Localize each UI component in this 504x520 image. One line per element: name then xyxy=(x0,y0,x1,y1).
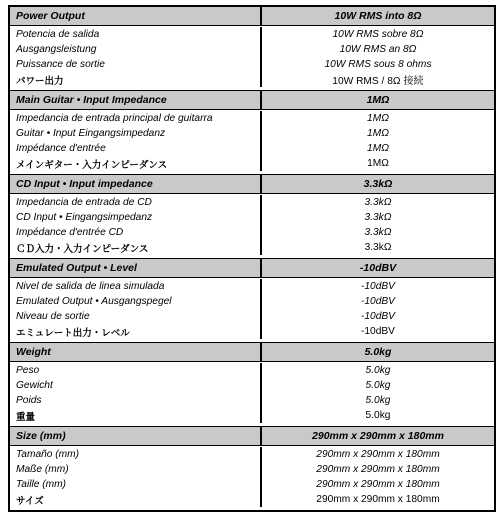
spec-value: 10W RMS sobre 8Ω xyxy=(332,29,424,40)
section-value: -10dBV xyxy=(359,262,397,274)
spec-row xyxy=(10,363,494,378)
section-title: CD Input • Input impedance xyxy=(10,175,262,193)
spec-label: メインギター・入力インピーダンス xyxy=(10,156,262,171)
spec-value: -10dBV xyxy=(361,326,395,337)
spec-label: Ausgangsleistung xyxy=(10,42,262,57)
spec-row xyxy=(10,57,494,72)
spec-label: Taille (mm) xyxy=(10,477,262,492)
spec-row xyxy=(10,27,494,42)
spec-label: Nivel de salida de linea simulada xyxy=(10,279,262,294)
spec-value: 10W RMS sous 8 ohms xyxy=(324,59,432,70)
spec-value: 5.0kg xyxy=(365,380,391,391)
spec-section xyxy=(10,342,494,423)
section-header xyxy=(10,175,494,194)
section-value: 5.0kg xyxy=(364,346,392,358)
spec-row xyxy=(10,141,494,156)
spec-row xyxy=(10,378,494,393)
spec-value: 1MΩ xyxy=(367,113,389,124)
spec-row xyxy=(10,195,494,210)
spec-label: サイズ xyxy=(10,492,262,507)
spec-value: 290mm x 290mm x 180mm xyxy=(316,464,440,475)
section-value: 290mm x 290mm x 180mm xyxy=(312,430,444,442)
spec-row xyxy=(10,111,494,126)
spec-value: 1MΩ xyxy=(367,158,389,169)
spec-value: 5.0kg xyxy=(365,410,391,421)
spec-value: 10W RMS an 8Ω xyxy=(339,44,417,55)
spec-value: 3.3kΩ xyxy=(364,212,392,223)
section-value: 3.3kΩ xyxy=(363,178,393,190)
spec-label: Tamaño (mm) xyxy=(10,447,262,462)
spec-value: 3.3kΩ xyxy=(364,242,392,253)
section-title: Power Output xyxy=(10,7,262,25)
spec-label: Impédance d'entrée xyxy=(10,141,262,156)
spec-section xyxy=(10,7,494,87)
section-title: Size (mm) xyxy=(10,427,262,445)
section-title: Emulated Output • Level xyxy=(10,259,262,277)
spec-row xyxy=(10,72,494,87)
spec-label: Gewicht xyxy=(10,378,262,393)
spec-row xyxy=(10,240,494,255)
spec-row xyxy=(10,492,494,507)
spec-label: ＣＤ入力・入力インピーダンス xyxy=(10,240,262,255)
spec-section xyxy=(10,258,494,339)
spec-section xyxy=(10,90,494,171)
spec-label: パワー出力 xyxy=(10,72,262,87)
section-header xyxy=(10,343,494,362)
spec-value: 5.0kg xyxy=(365,395,391,406)
section-value: 1MΩ xyxy=(366,94,390,106)
spec-row xyxy=(10,309,494,324)
spec-label: エミュレート出力・レベル xyxy=(10,324,262,339)
spec-label: Maße (mm) xyxy=(10,462,262,477)
spec-label: Potencia de salida xyxy=(10,27,262,42)
spec-row xyxy=(10,225,494,240)
spec-value: -10dBV xyxy=(361,296,395,307)
spec-row xyxy=(10,126,494,141)
spec-row xyxy=(10,279,494,294)
spec-label: Impédance d'entrée CD xyxy=(10,225,262,240)
spec-row xyxy=(10,393,494,408)
spec-label: 重量 xyxy=(10,408,262,423)
spec-row xyxy=(10,324,494,339)
spec-value: 1MΩ xyxy=(367,143,389,154)
spec-label: Impedancia de entrada de CD xyxy=(10,195,262,210)
spec-section xyxy=(10,174,494,255)
spec-value: 3.3kΩ xyxy=(364,197,392,208)
section-title: Main Guitar • Input Impedance xyxy=(10,91,262,109)
spec-label: Puissance de sortie xyxy=(10,57,262,72)
spec-row xyxy=(10,210,494,225)
spec-row xyxy=(10,447,494,462)
spec-row xyxy=(10,462,494,477)
spec-label: Impedancia de entrada principal de guitarra xyxy=(10,111,262,126)
spec-value: 5.0kg xyxy=(365,365,391,376)
spec-row xyxy=(10,294,494,309)
spec-section xyxy=(10,426,494,507)
spec-value: 290mm x 290mm x 180mm xyxy=(316,479,440,490)
section-header xyxy=(10,7,494,26)
spec-value: 3.3kΩ xyxy=(364,227,392,238)
spec-label: CD Input • Eingangsimpedanz xyxy=(10,210,262,225)
spec-label: Emulated Output • Ausgangspegel xyxy=(10,294,262,309)
section-header xyxy=(10,91,494,110)
section-value: 10W RMS into 8Ω xyxy=(334,10,422,22)
spec-row xyxy=(10,408,494,423)
spec-value: 1MΩ xyxy=(367,128,389,139)
section-header xyxy=(10,427,494,446)
spec-label: Guitar • Input Eingangsimpedanz xyxy=(10,126,262,141)
spec-value: -10dBV xyxy=(361,281,395,292)
spec-table xyxy=(8,5,496,512)
spec-label: Niveau de sortie xyxy=(10,309,262,324)
spec-value: 10W RMS / 8Ω 接続 xyxy=(332,76,424,87)
spec-label: Poids xyxy=(10,393,262,408)
section-title: Weight xyxy=(10,343,262,361)
spec-row xyxy=(10,477,494,492)
spec-value: 290mm x 290mm x 180mm xyxy=(316,494,440,505)
spec-label: Peso xyxy=(10,363,262,378)
spec-row xyxy=(10,42,494,57)
spec-row xyxy=(10,156,494,171)
spec-value: -10dBV xyxy=(361,311,395,322)
spec-value: 290mm x 290mm x 180mm xyxy=(316,449,440,460)
section-header xyxy=(10,259,494,278)
